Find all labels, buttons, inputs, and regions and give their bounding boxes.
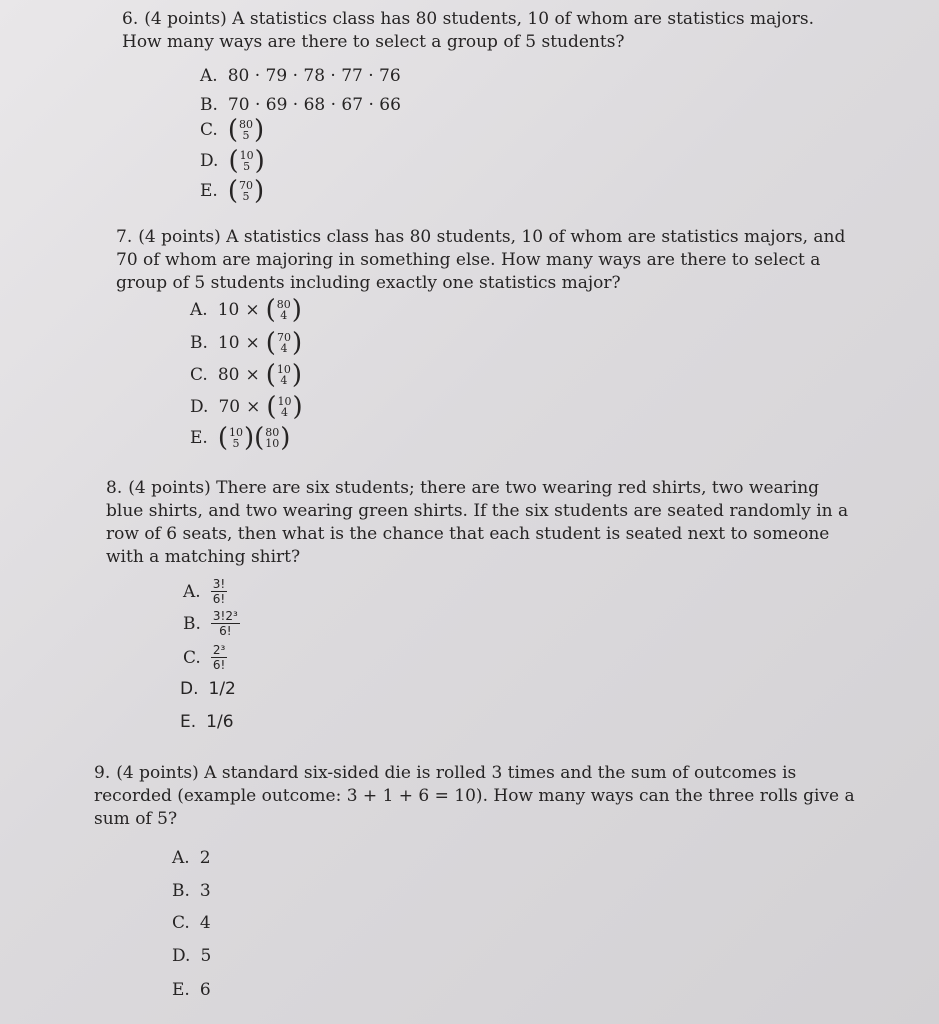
- question-number: 7.: [116, 227, 133, 247]
- option-text: 1/2: [208, 679, 236, 699]
- option-letter: D.: [190, 397, 209, 417]
- q6-option-b: [200, 95, 401, 115]
- question-number: 8.: [106, 478, 123, 498]
- q6-option-d: [200, 148, 265, 174]
- q7-option-a: [190, 297, 302, 323]
- q8-option-a: [183, 578, 227, 605]
- option-factor: 70: [218, 397, 241, 417]
- binomial: ( 10 4 ): [266, 392, 303, 422]
- fraction-denominator: 6!: [219, 624, 232, 638]
- option-letter: A.: [190, 300, 208, 320]
- option-letter: D.: [180, 679, 199, 699]
- fraction-numerator: 2³: [212, 643, 226, 657]
- q6-option-c: [200, 117, 264, 143]
- option-letter: E.: [200, 181, 218, 201]
- binomial-bottom: 4: [280, 342, 288, 355]
- binomial-first: ( 10 5 ): [217, 423, 255, 453]
- q8-option-b: [183, 610, 240, 637]
- question-6: [122, 8, 852, 54]
- binomial-bottom: 5: [242, 129, 250, 142]
- fraction: [211, 644, 227, 671]
- q9-option-c: [172, 913, 211, 933]
- option-text: 2: [199, 848, 211, 868]
- q6-option-a: [200, 66, 401, 86]
- option-text: 70 · 69 · 68 · 67 · 66: [227, 95, 401, 115]
- option-letter: E.: [180, 712, 197, 732]
- fraction-numerator: 3!2³: [212, 609, 238, 623]
- option-letter: B.: [183, 613, 201, 634]
- binomial-top: 80: [238, 118, 253, 131]
- option-letter: B.: [190, 333, 208, 353]
- times-sign: ×: [245, 300, 260, 320]
- binomial-top: 80: [276, 298, 291, 311]
- q6-option-e: [200, 178, 264, 204]
- binomial-bottom: 5: [232, 437, 240, 450]
- binomial: ( 10 4 ): [265, 360, 303, 390]
- option-text: 3: [199, 881, 211, 901]
- q9-option-d: [172, 946, 211, 966]
- binomial-bottom: 5: [243, 160, 251, 173]
- option-letter: B.: [172, 881, 190, 901]
- binomial-top: 70: [238, 179, 253, 192]
- fraction-denominator: 6!: [212, 658, 226, 672]
- option-factor: 10: [217, 300, 240, 320]
- option-text: 1/6: [206, 712, 234, 732]
- binomial-second: ( 80 10 ): [254, 423, 291, 453]
- binomial: ( 70 5 ): [227, 176, 265, 206]
- question-7: [116, 226, 854, 295]
- question-7-text: [116, 226, 854, 295]
- option-letter: D.: [172, 946, 191, 966]
- question-number: 9.: [94, 763, 111, 783]
- question-number: 6.: [122, 9, 139, 29]
- binomial: ( 80 5 ): [227, 115, 265, 145]
- option-letter: C.: [183, 647, 201, 668]
- option-letter: B.: [200, 95, 218, 115]
- question-9: [94, 762, 862, 831]
- option-letter: A.: [200, 66, 218, 86]
- binomial-bottom: 4: [280, 374, 288, 387]
- question-6-text: [122, 8, 852, 54]
- q9-option-b: [172, 881, 211, 901]
- q8-option-c: [183, 644, 227, 671]
- binomial-bottom: 10: [265, 437, 280, 450]
- option-letter: D.: [200, 151, 219, 171]
- fraction: [211, 610, 240, 637]
- option-text: 5: [200, 946, 212, 966]
- q7-option-c: [190, 362, 302, 388]
- option-letter: A.: [172, 848, 190, 868]
- option-factor: 10: [217, 333, 240, 353]
- q7-option-b: [190, 330, 302, 356]
- option-factor: 80: [217, 365, 240, 385]
- option-letter: C.: [200, 120, 218, 140]
- binomial-top: 70: [276, 331, 291, 344]
- binomial: ( 80 4 ): [265, 295, 302, 325]
- question-8: [106, 477, 854, 569]
- q7-option-e: [190, 425, 290, 451]
- option-text: 4: [199, 913, 211, 933]
- binomial-bottom: 4: [280, 406, 288, 419]
- q9-option-a: [172, 848, 211, 868]
- binomial-top: 10: [277, 395, 292, 408]
- binomial-bottom: 4: [280, 309, 288, 322]
- fraction-numerator: 3!: [212, 577, 226, 591]
- option-letter: E.: [172, 980, 190, 1000]
- question-8-text: [106, 477, 854, 569]
- option-text: 80 · 79 · 78 · 77 · 76: [227, 66, 401, 86]
- binomial-bottom: 5: [242, 190, 250, 203]
- binomial: ( 10 5 ): [228, 146, 265, 176]
- option-letter: E.: [190, 428, 208, 448]
- q9-option-e: [172, 980, 211, 1000]
- fraction: [211, 578, 227, 605]
- binomial-top: 80: [265, 426, 280, 439]
- q8-option-e: [180, 712, 234, 732]
- q8-option-d: [180, 679, 236, 699]
- fraction-denominator: 6!: [212, 592, 226, 606]
- q7-option-d: [190, 394, 303, 420]
- option-letter: A.: [183, 581, 201, 602]
- times-sign: ×: [246, 397, 261, 417]
- binomial-top: 10: [276, 363, 291, 376]
- times-sign: ×: [245, 365, 260, 385]
- question-stem: (4 points) A standard six-sided die is rolled 3 times and the sum of outcomes is recorded (example outcome: 3 + 1 + 6 = 10). How many ways can the three rolls give a sum of 5?: [94, 763, 855, 829]
- option-letter: C.: [190, 365, 208, 385]
- option-letter: C.: [172, 913, 190, 933]
- option-text: 6: [199, 980, 211, 1000]
- question-stem: (4 points) A statistics class has 80 students, 10 of whom are statistics majors, and 70 of whom are majoring in something else. How many ways are there to select a group of 5 students including exactly one statistics major?: [116, 227, 846, 293]
- binomial-top: 10: [239, 149, 254, 162]
- binomial-top: 10: [228, 426, 243, 439]
- times-sign: ×: [245, 333, 260, 353]
- question-stem: (4 points) A statistics class has 80 students, 10 of whom are statistics majors. How many ways are there to select a group of 5 students?: [122, 9, 814, 52]
- question-stem: (4 points) There are six students; there are two wearing red shirts, two wearing blue shirts, and two wearing green shirts. If the six students are seated randomly in a row of 6 seats, then what is the chance that each student is seated next to someone with a matching shirt?: [106, 478, 849, 567]
- question-9-text: [94, 762, 862, 831]
- binomial: ( 70 4 ): [265, 328, 303, 358]
